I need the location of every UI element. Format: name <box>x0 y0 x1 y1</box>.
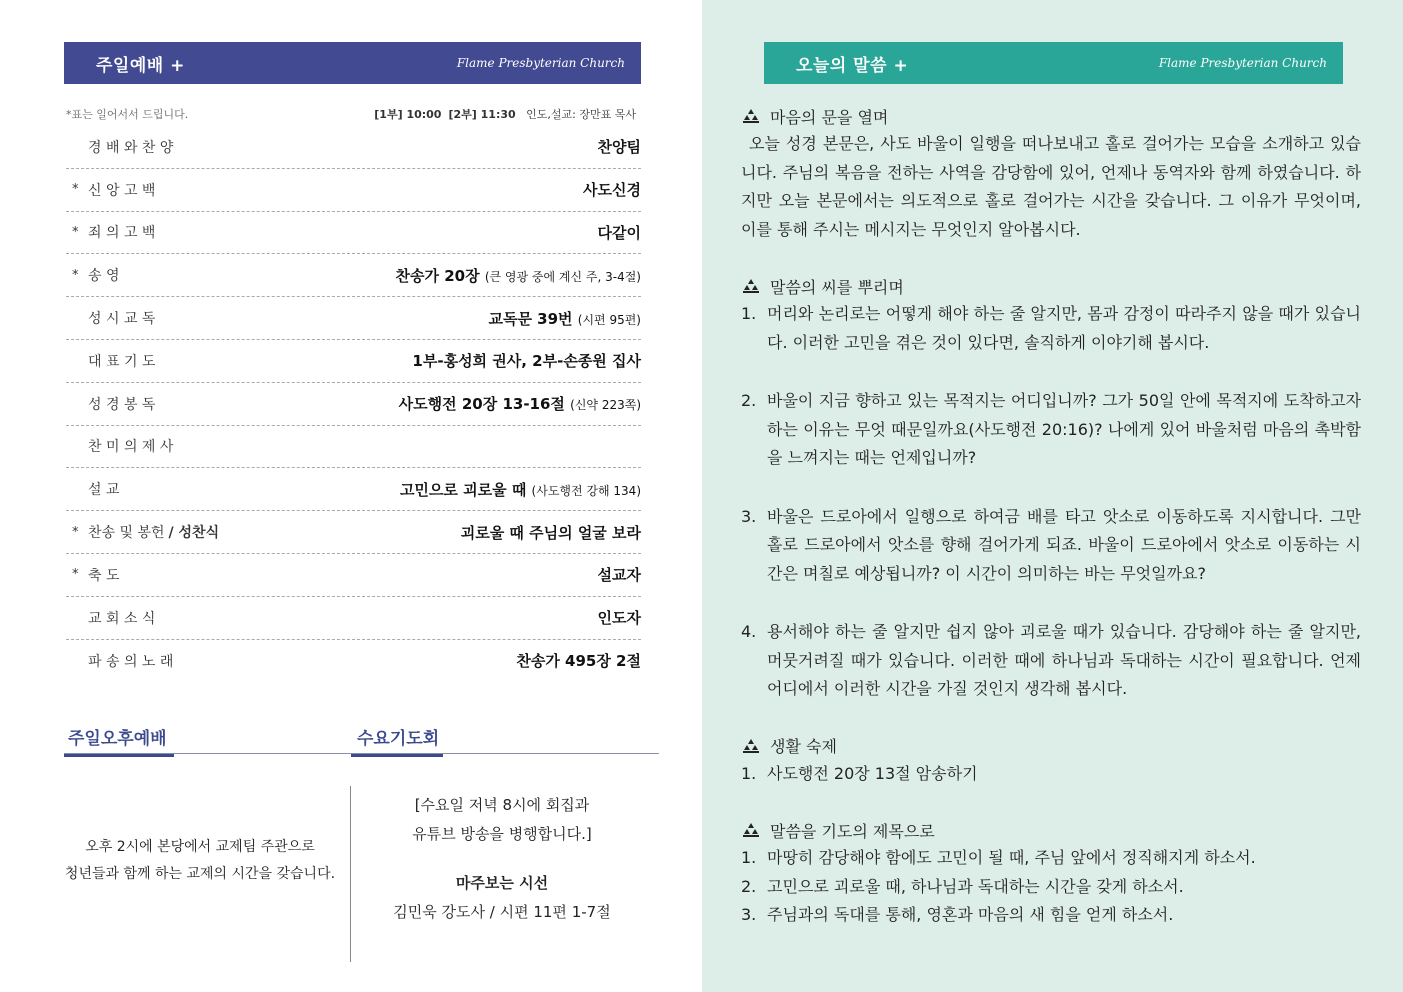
order-label <box>66 608 155 628</box>
order-label-text: 교 회 소 식 <box>88 610 156 627</box>
order-label <box>66 436 173 456</box>
order-row <box>66 597 641 640</box>
order-label-text: 송 영 <box>88 268 120 285</box>
order-row <box>66 212 641 255</box>
order-row <box>66 340 641 383</box>
standing-mark: * <box>72 524 79 540</box>
question-text: 머리와 논리로는 어떻게 해야 하는 줄 알지만, 몸과 감정이 따라주지 않을 때가 있습니다. 이러한 고민을 겪은 것이 있다면, 솔직하게 이야기해 봅시다. <box>767 304 1361 352</box>
service-leader: 인도,설교: 장만표 목사 <box>526 108 636 121</box>
question-item <box>741 618 1361 704</box>
order-label-text: 신 앙 고 백 <box>88 182 156 199</box>
order-value-text: 괴로울 때 주님의 얼굴 보라 <box>460 523 641 542</box>
order-label-text: 설 교 <box>88 482 120 499</box>
order-label-text: 대 표 기 도 <box>88 353 156 370</box>
section-heading <box>741 102 1361 130</box>
prayer-item <box>741 901 1361 930</box>
sermon-title: 마주보는 시선 <box>455 874 549 892</box>
order-label <box>66 651 173 671</box>
order-value <box>598 222 641 243</box>
church-name: Flame Presbyterian Church <box>1158 56 1327 70</box>
order-value <box>412 350 641 371</box>
order-value-text: 설교자 <box>597 566 641 585</box>
standing-note: *표는 일어서서 드립니다. <box>66 108 189 121</box>
item-number: 2. <box>741 391 757 410</box>
wednesday-heading-text: 수요기도회 <box>357 729 440 749</box>
order-value-text: 다같이 <box>597 223 641 242</box>
question-text: 바울이 지금 향하고 있는 목적지는 어디입니까? 그가 50일 안에 목적지에 도착하고자 하는 이유는 무엇 때문일까요(사도행전 20:16)? 나에게 있어 바울처럼 마음의 촉박함을 느껴지는 때는 언제입니까? <box>767 391 1361 467</box>
section-heading-text: 생활 숙제 <box>770 737 837 756</box>
section-heading <box>741 816 1361 844</box>
standing-mark: * <box>72 224 79 240</box>
prayer-item <box>741 844 1361 873</box>
intro-paragraph: 오늘 성경 본문은, 사도 바울이 일행을 떠나보내고 홀로 걸어가는 모습을 소개하고 있습니다. 주님의 복음을 전하는 사역을 감당함에 있어, 언제나 동역자와 함께 하였습니다. 하지만 오늘 본문에서는 의도적으로 홀로 걸어가는 시간을 갖습니다. 그 이유가 무엇이며, 이를 통해 주시는 메시지는 무엇인지 알아봅시다. <box>741 134 1361 239</box>
item-number: 3. <box>741 905 757 924</box>
item-number: 2. <box>741 876 757 896</box>
order-value-text: 교독문 39번 <box>488 309 573 328</box>
order-row <box>66 511 641 554</box>
question-item <box>741 387 1361 473</box>
order-label-text: 죄 의 고 백 <box>88 225 156 242</box>
section-heading-text: 말씀의 씨를 뿌리며 <box>770 277 904 297</box>
prayer-text: 고민으로 괴로울 때, 하나님과 독대하는 시간을 갖게 하소서. <box>767 876 1184 896</box>
section-heading <box>741 732 1361 760</box>
today-word-header <box>764 42 1343 84</box>
item-number: 1. <box>741 304 757 323</box>
header-title: 오늘의 말씀 + <box>796 55 909 76</box>
question-text: 바울은 드로아에서 일행으로 하여금 배를 타고 앗소로 이동하도록 지시합니다. 그만 홀로 드로아에서 앗소를 향해 걸어가게 되죠. 바울이 드로아에서 앗소로 이동하는 시간은 며칠로 예상됩니까? 이 시간이 의미하는 바는 무엇일까요? <box>767 506 1361 583</box>
prayer-item <box>741 873 1361 902</box>
question-item <box>741 300 1361 357</box>
afternoon-text <box>64 834 336 888</box>
order-label-text: 경 배 와 찬 양 <box>88 139 174 156</box>
order-label <box>66 180 155 200</box>
item-number: 1. <box>741 848 757 867</box>
worship-order-list <box>66 126 641 682</box>
standing-mark: * <box>72 567 79 583</box>
wednesday-heading <box>357 724 439 749</box>
second-service-time: [2부] 11:30 <box>448 108 516 121</box>
column-divider <box>350 786 351 962</box>
order-value <box>598 564 641 585</box>
order-value-note: (큰 영광 중에 계신 주, 3-4절) <box>484 269 641 284</box>
order-label-text: 축 도 <box>88 567 120 584</box>
prayer-text: 마땅히 감당해야 함에도 고민이 될 때, 주님 앞에서 정직해지게 하소서. <box>767 848 1256 867</box>
item-number: 1. <box>741 763 757 783</box>
section-heading <box>741 272 1361 300</box>
order-label <box>66 222 155 242</box>
order-value-text: 인도자 <box>597 609 641 628</box>
order-value <box>583 179 641 200</box>
sermon-speaker: 김민욱 강도사 / 시편 11편 1-7절 <box>393 903 611 921</box>
prayer-text: 주님과의 독대를 통해, 영혼과 마음의 새 힘을 얻게 하소서. <box>767 905 1174 924</box>
afternoon-line: 오후 2시에 본당에서 교제팀 주관으로 <box>85 839 315 855</box>
order-value-note: (사도행전 강해 134) <box>531 483 641 498</box>
homework-text: 사도행전 20장 13절 암송하기 <box>767 763 978 783</box>
order-row <box>66 297 641 340</box>
order-label-text: 파 송 의 노 래 <box>88 653 174 670</box>
order-value-note: (신약 223쪽) <box>570 398 641 413</box>
order-value-note: (시편 95편) <box>577 312 641 327</box>
wednesday-text <box>352 791 652 927</box>
sunday-worship-header <box>64 42 641 84</box>
item-number: 3. <box>741 506 757 526</box>
order-value-text: 사도행전 20장 13-16절 <box>398 395 565 414</box>
section-heading-text: 말씀을 기도의 제목으로 <box>770 821 935 841</box>
order-value-text: 찬양팀 <box>597 138 641 157</box>
question-item <box>741 503 1361 589</box>
order-value <box>598 136 641 157</box>
order-value <box>461 522 641 543</box>
order-value <box>516 650 641 671</box>
order-value-text: 찬송가 495장 2절 <box>516 652 641 671</box>
section-heading-text: 마음의 문을 열며 <box>770 107 889 127</box>
pyramid-icon <box>741 108 761 124</box>
pyramid-icon <box>741 738 761 754</box>
order-label <box>66 394 155 414</box>
item-number: 4. <box>741 622 757 641</box>
standing-mark: * <box>72 267 79 283</box>
order-label-extra: / 성찬식 <box>168 525 220 542</box>
order-value-text: 고민으로 괴로울 때 <box>399 480 527 499</box>
afternoon-line: 청년들과 함께 하는 교제의 시간을 갖습니다. <box>64 866 336 882</box>
order-label <box>66 137 173 157</box>
order-row <box>66 254 641 297</box>
pyramid-icon <box>741 278 761 294</box>
order-label-text: 성 시 교 독 <box>88 311 156 328</box>
order-row <box>66 169 641 212</box>
afternoon-heading <box>68 724 167 749</box>
order-row <box>66 468 641 511</box>
order-value <box>396 265 641 286</box>
order-value-text: 1부-홍성희 권사, 2부-손종원 집사 <box>412 352 641 371</box>
first-service-time: [1부] 10:00 <box>374 108 442 121</box>
question-text: 용서해야 하는 줄 알지만 쉽지 않아 괴로울 때가 있습니다. 감당해야 하는 줄 알지만, 머뭇거려질 때가 있습니다. 이러한 때에 하나님과 독대하는 시간이 필요합니다. 언제 어디에서 이러한 시간을 가질 것인지 생각해 봅시다. <box>767 622 1361 698</box>
order-row <box>66 554 641 597</box>
order-label <box>66 565 120 585</box>
order-value-text: 찬송가 20장 <box>395 266 480 285</box>
order-label <box>66 265 120 285</box>
church-name: Flame Presbyterian Church <box>456 56 625 70</box>
order-value <box>400 479 641 500</box>
order-row <box>66 426 641 469</box>
order-label <box>66 522 219 542</box>
order-row <box>66 126 641 169</box>
order-label <box>66 308 155 328</box>
wednesday-line: 유튜브 방송을 병행합니다.] <box>412 825 592 843</box>
today-word-content <box>741 102 1361 930</box>
homework-item <box>741 760 1361 789</box>
order-label-text: 찬 미 의 제 사 <box>88 439 174 456</box>
pyramid-icon <box>741 822 761 838</box>
order-value-text: 사도신경 <box>583 181 641 200</box>
service-times <box>374 106 636 122</box>
wednesday-line: [수요일 저녁 8시에 회집과 <box>414 796 590 814</box>
order-row <box>66 383 641 426</box>
order-label-text: 성 경 봉 독 <box>88 396 156 413</box>
afternoon-heading-text: 주일오후예배 <box>68 729 167 749</box>
order-row <box>66 640 641 683</box>
order-label <box>66 479 120 499</box>
divider <box>64 753 659 754</box>
order-value <box>399 393 641 414</box>
header-title: 주일예배 + <box>96 55 185 76</box>
order-label-text: 찬송 및 봉헌 <box>88 525 165 542</box>
standing-mark: * <box>72 182 79 198</box>
order-value <box>598 607 641 628</box>
order-label <box>66 351 155 371</box>
order-value <box>488 308 641 329</box>
